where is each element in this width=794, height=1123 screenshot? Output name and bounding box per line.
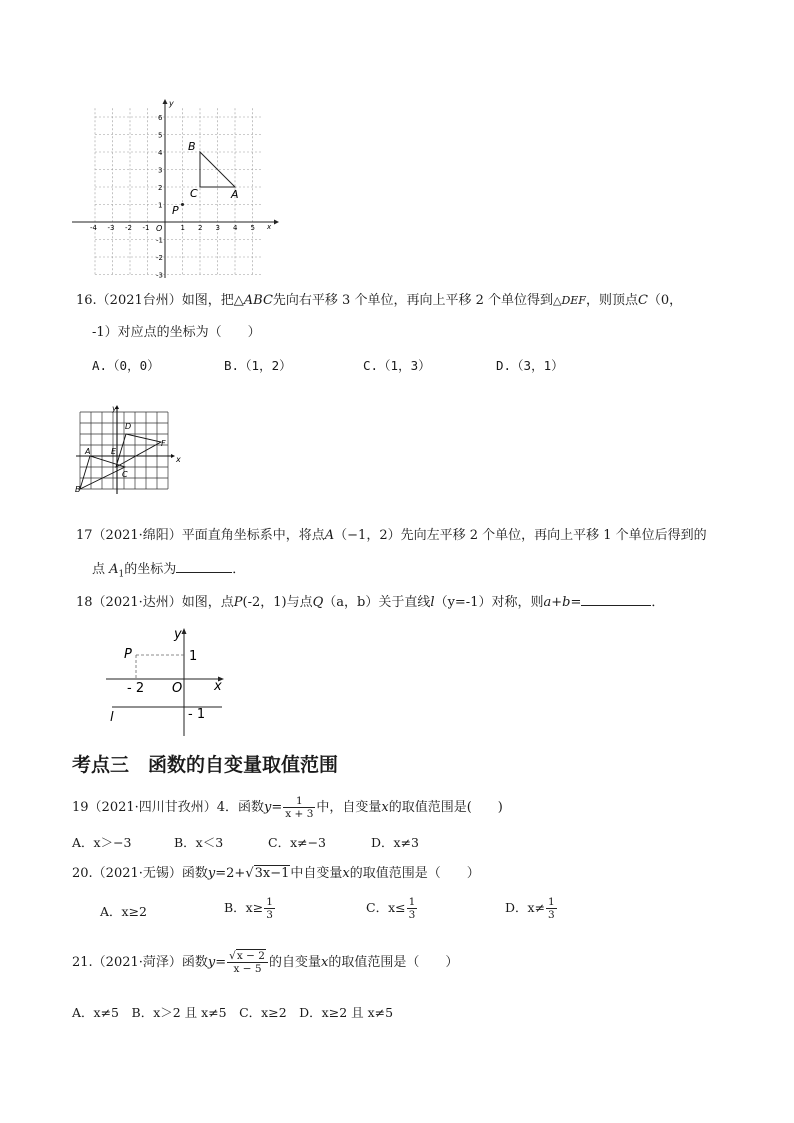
- q19-option-c[interactable]: C．x≠−3: [268, 835, 327, 850]
- q21-fraction: $\frac{√x - 2}{x - 5}$: [227, 950, 268, 975]
- q16-line1: 16.（2021台州）如图，把△ABC先向右平移 3 个单位，再向上平移 2 个单位得到△DEF，则顶点C（0，: [76, 293, 683, 308]
- q20-line: 20.（2021·无锡）函数y=2+√3x−1中自变量x的取值范围是（ ）: [72, 866, 480, 881]
- q21-options[interactable]: A．x≠5 B．x＞2 且 x≠5 C．x≥2 D．x≥2 且 x≠5: [72, 1005, 394, 1020]
- section-title: 考点三 函数的自变量取值范围: [72, 754, 339, 776]
- x-axis-arrow: [171, 454, 175, 458]
- label-a: A: [85, 447, 91, 456]
- x-tick-label: 5: [250, 224, 255, 232]
- triangle-def: [116, 434, 161, 467]
- label-p: P: [172, 204, 179, 217]
- y-tick-labels: [156, 114, 163, 280]
- x-label: x: [214, 679, 222, 694]
- x-tick-labels: [90, 224, 255, 232]
- y-tick-label: 1: [158, 201, 163, 210]
- y-axis-arrow: [182, 628, 187, 634]
- label-f: F: [161, 439, 166, 448]
- q20-option-b[interactable]: B．x≥ $\frac{1}{3}$: [224, 896, 273, 921]
- p-label: P: [124, 647, 132, 662]
- q16-option-b[interactable]: B.（1，2）: [224, 358, 292, 373]
- fraction-one-third: $\frac{1}{3}$: [548, 896, 555, 921]
- q20-option-d[interactable]: D．x≠ $\frac{1}{3}$: [505, 896, 555, 921]
- answer-blank[interactable]: [176, 558, 232, 573]
- y-axis-arrow: [163, 99, 168, 104]
- fraction-one-third: $\frac{1}{3}$: [408, 896, 416, 921]
- y-tick-label: 3: [158, 166, 163, 175]
- answer-blank[interactable]: [581, 591, 651, 606]
- coordinate-graph-abc: [68, 98, 280, 280]
- origin-label: O: [156, 224, 163, 233]
- q19-option-d[interactable]: D．x≠3: [371, 835, 419, 850]
- sqrt-icon: √: [229, 950, 236, 962]
- one-label: 1: [189, 649, 198, 664]
- x-tick-label: 3: [215, 224, 220, 232]
- label-d: D: [125, 422, 132, 431]
- sqrt-icon: √: [245, 866, 254, 881]
- label-a: A: [231, 188, 239, 201]
- symmetry-graph: [104, 624, 234, 738]
- x-tick-label: -1: [142, 224, 150, 232]
- point-p: [181, 203, 184, 206]
- translation-grid-graph: [72, 404, 182, 496]
- label-c: C: [190, 187, 198, 200]
- x-tick-label: -3: [107, 224, 115, 232]
- q20-option-a[interactable]: A．x≥2: [100, 904, 148, 919]
- y-label: y: [174, 627, 182, 642]
- q18-line: 18（2021·达州）如图，点P(-2，1)与点Q（a，b）关于直线l（y=-1）对称，则a+b= ．: [76, 591, 664, 612]
- y-tick-label: 6: [158, 114, 163, 122]
- q20-option-c[interactable]: C．x≤ $\frac{1}{3}$: [366, 896, 416, 921]
- y-tick-label: -3: [156, 271, 163, 280]
- fraction-one-third: $\frac{1}{3}$: [266, 896, 273, 921]
- q19-fraction: $\frac{1}{x + 3}$: [285, 795, 314, 820]
- q16-option-a[interactable]: A.（0，0）: [92, 358, 160, 373]
- q21-line: 21.（2021·菏泽）函数y= $\frac{√x - 2}{x - 5}$ 的自变量x的取值范围是（ ）: [72, 950, 459, 975]
- x-tick-label: -4: [90, 224, 97, 232]
- x-tick-label: -2: [125, 224, 132, 232]
- x-axis-label: x: [267, 223, 272, 231]
- y-tick-label: 4: [158, 149, 163, 157]
- x-tick-label: 1: [180, 224, 185, 232]
- q19-option-b[interactable]: B．x＜3: [174, 835, 224, 850]
- q16-option-d[interactable]: D.（3，1）: [496, 358, 564, 373]
- label-b: B: [75, 485, 81, 494]
- q16-line2: -1）对应点的坐标为（ ）: [92, 325, 261, 340]
- q19-option-a[interactable]: A．x＞−3: [72, 835, 132, 850]
- y-axis-label: y: [169, 99, 174, 108]
- y-tick-label: 2: [158, 184, 163, 192]
- x-tick-label: 4: [233, 224, 238, 232]
- l-label: l: [110, 710, 114, 725]
- q17-line2: 点 $A_1$的坐标为 ．: [92, 558, 245, 584]
- q19-line: 19（2021·四川甘孜州）4．函数y= $\frac{1}{x + 3}$ 中，自变量x的取值范围是( ): [72, 795, 503, 820]
- y-tick-label: 5: [158, 131, 163, 140]
- x-tick-label: 2: [198, 224, 203, 232]
- y-tick-label: -2: [156, 254, 163, 262]
- q16-option-c[interactable]: C.（1，3）: [363, 358, 431, 373]
- label-b: B: [188, 140, 196, 153]
- neg2-label: - 2: [127, 681, 145, 696]
- x-label: x: [176, 455, 181, 464]
- neg1-label: - 1: [188, 707, 206, 722]
- x-axis-arrow: [274, 220, 279, 225]
- y-tick-label: -1: [156, 236, 163, 245]
- y-label: y: [112, 404, 117, 413]
- origin-label: O: [172, 681, 183, 696]
- q17-line1: 17（2021·绵阳）平面直角坐标系中，将点A（−1，2）先向左平移 2 个单位，再向上平移 1 个单位后得到的: [76, 528, 707, 543]
- label-c: C: [122, 470, 128, 479]
- label-e: E: [111, 447, 117, 456]
